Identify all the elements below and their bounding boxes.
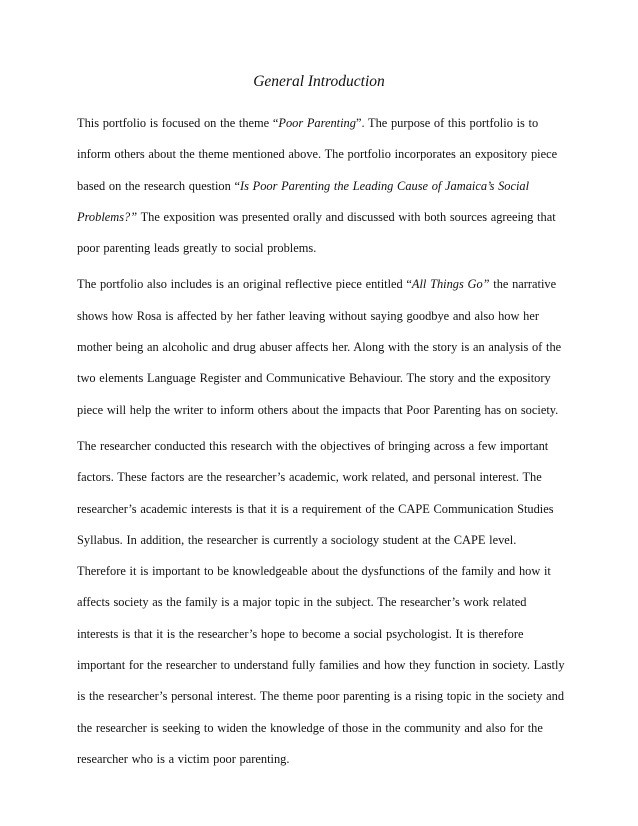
page-title: General Introduction (253, 73, 385, 90)
text-line (77, 525, 562, 556)
italic-text: Poor Parenting (278, 116, 356, 130)
text-line (77, 431, 562, 462)
paragraph (77, 431, 565, 775)
text-run: The portfolio also includes is an original reflective piece entitled “ (77, 277, 412, 292)
text-run: poor parenting leads greatly to social problems. (77, 241, 317, 256)
text-run: based on the research question “ (77, 178, 240, 193)
text-line (77, 332, 562, 363)
text-run: important for the researcher to understand fully families and how they function in society. Lastly (77, 658, 565, 673)
italic-text: Is Poor Parenting the Leading Cause of Jamaica’s Social (239, 178, 530, 193)
text-run: inform others about the theme mentioned above. The portfolio incorporates an expository piece (77, 147, 558, 162)
text-run: is the researcher’s personal interest. The theme poor parenting is a rising topic in the society and (77, 689, 565, 704)
text-line (77, 171, 562, 202)
text-run: researcher’s academic interests is that it is a requirement of the CAPE Communication Studies (77, 501, 554, 516)
text-run: The exposition was presented orally and discussed with both sources agreeing that (137, 209, 556, 224)
text-run: researcher who is a victim poor parenting. (77, 751, 290, 766)
document-body (77, 108, 565, 780)
text-run: two elements Language Register and Communicative Behaviour. The story and the expository (77, 371, 551, 386)
text-line (77, 556, 562, 587)
paragraph (77, 269, 562, 425)
text-run: ”. The purpose of this portfolio is to (355, 116, 539, 130)
italic-text: Problems?” (77, 209, 138, 224)
text-line (77, 108, 562, 139)
text-run: interests is that it is the researcher’s hope to become a social psychologist. It is therefore (77, 626, 524, 641)
text-line (77, 650, 565, 681)
text-line (77, 139, 562, 170)
italic-text: All Things Go” (411, 277, 490, 292)
text-run: This portfolio is focused on the theme “ (77, 116, 279, 130)
text-run: affects society as the family is a major topic in the subject. The researcher’s work related (77, 595, 527, 610)
text-line (77, 494, 562, 525)
text-run: factors. These factors are the researcher’s academic, work related, and personal interest. The (77, 470, 542, 485)
text-run: Syllabus. In addition, the researcher is currently a sociology student at the CAPE level. (77, 532, 517, 547)
text-run: shows how Rosa is affected by her father leaving without saying goodbye and also how her (77, 308, 539, 323)
text-run: mother being an alcoholic and drug abuser affects her. Along with the story is an analysis of the (77, 340, 562, 355)
text-line (77, 619, 562, 650)
text-run: Therefore it is important to be knowledgeable about the dysfunctions of the family and how it (77, 564, 551, 579)
text-line (77, 681, 565, 712)
text-line (77, 462, 562, 493)
text-run: piece will help the writer to inform others about the impacts that Poor Parenting has on society. (77, 402, 559, 417)
text-line (77, 269, 562, 300)
text-run: the narrative (489, 277, 557, 292)
paragraph (77, 108, 562, 264)
text-line (77, 233, 562, 264)
text-line (77, 713, 562, 744)
text-line (77, 301, 562, 332)
text-line (77, 202, 562, 233)
text-line (77, 587, 562, 618)
text-run: the researcher is seeking to widen the knowledge of those in the community and also for the (77, 720, 543, 735)
text-run: The researcher conducted this research with the objectives of bringing across a few important (77, 438, 549, 453)
text-line (77, 363, 562, 394)
text-line (77, 395, 562, 426)
text-line (77, 744, 562, 775)
